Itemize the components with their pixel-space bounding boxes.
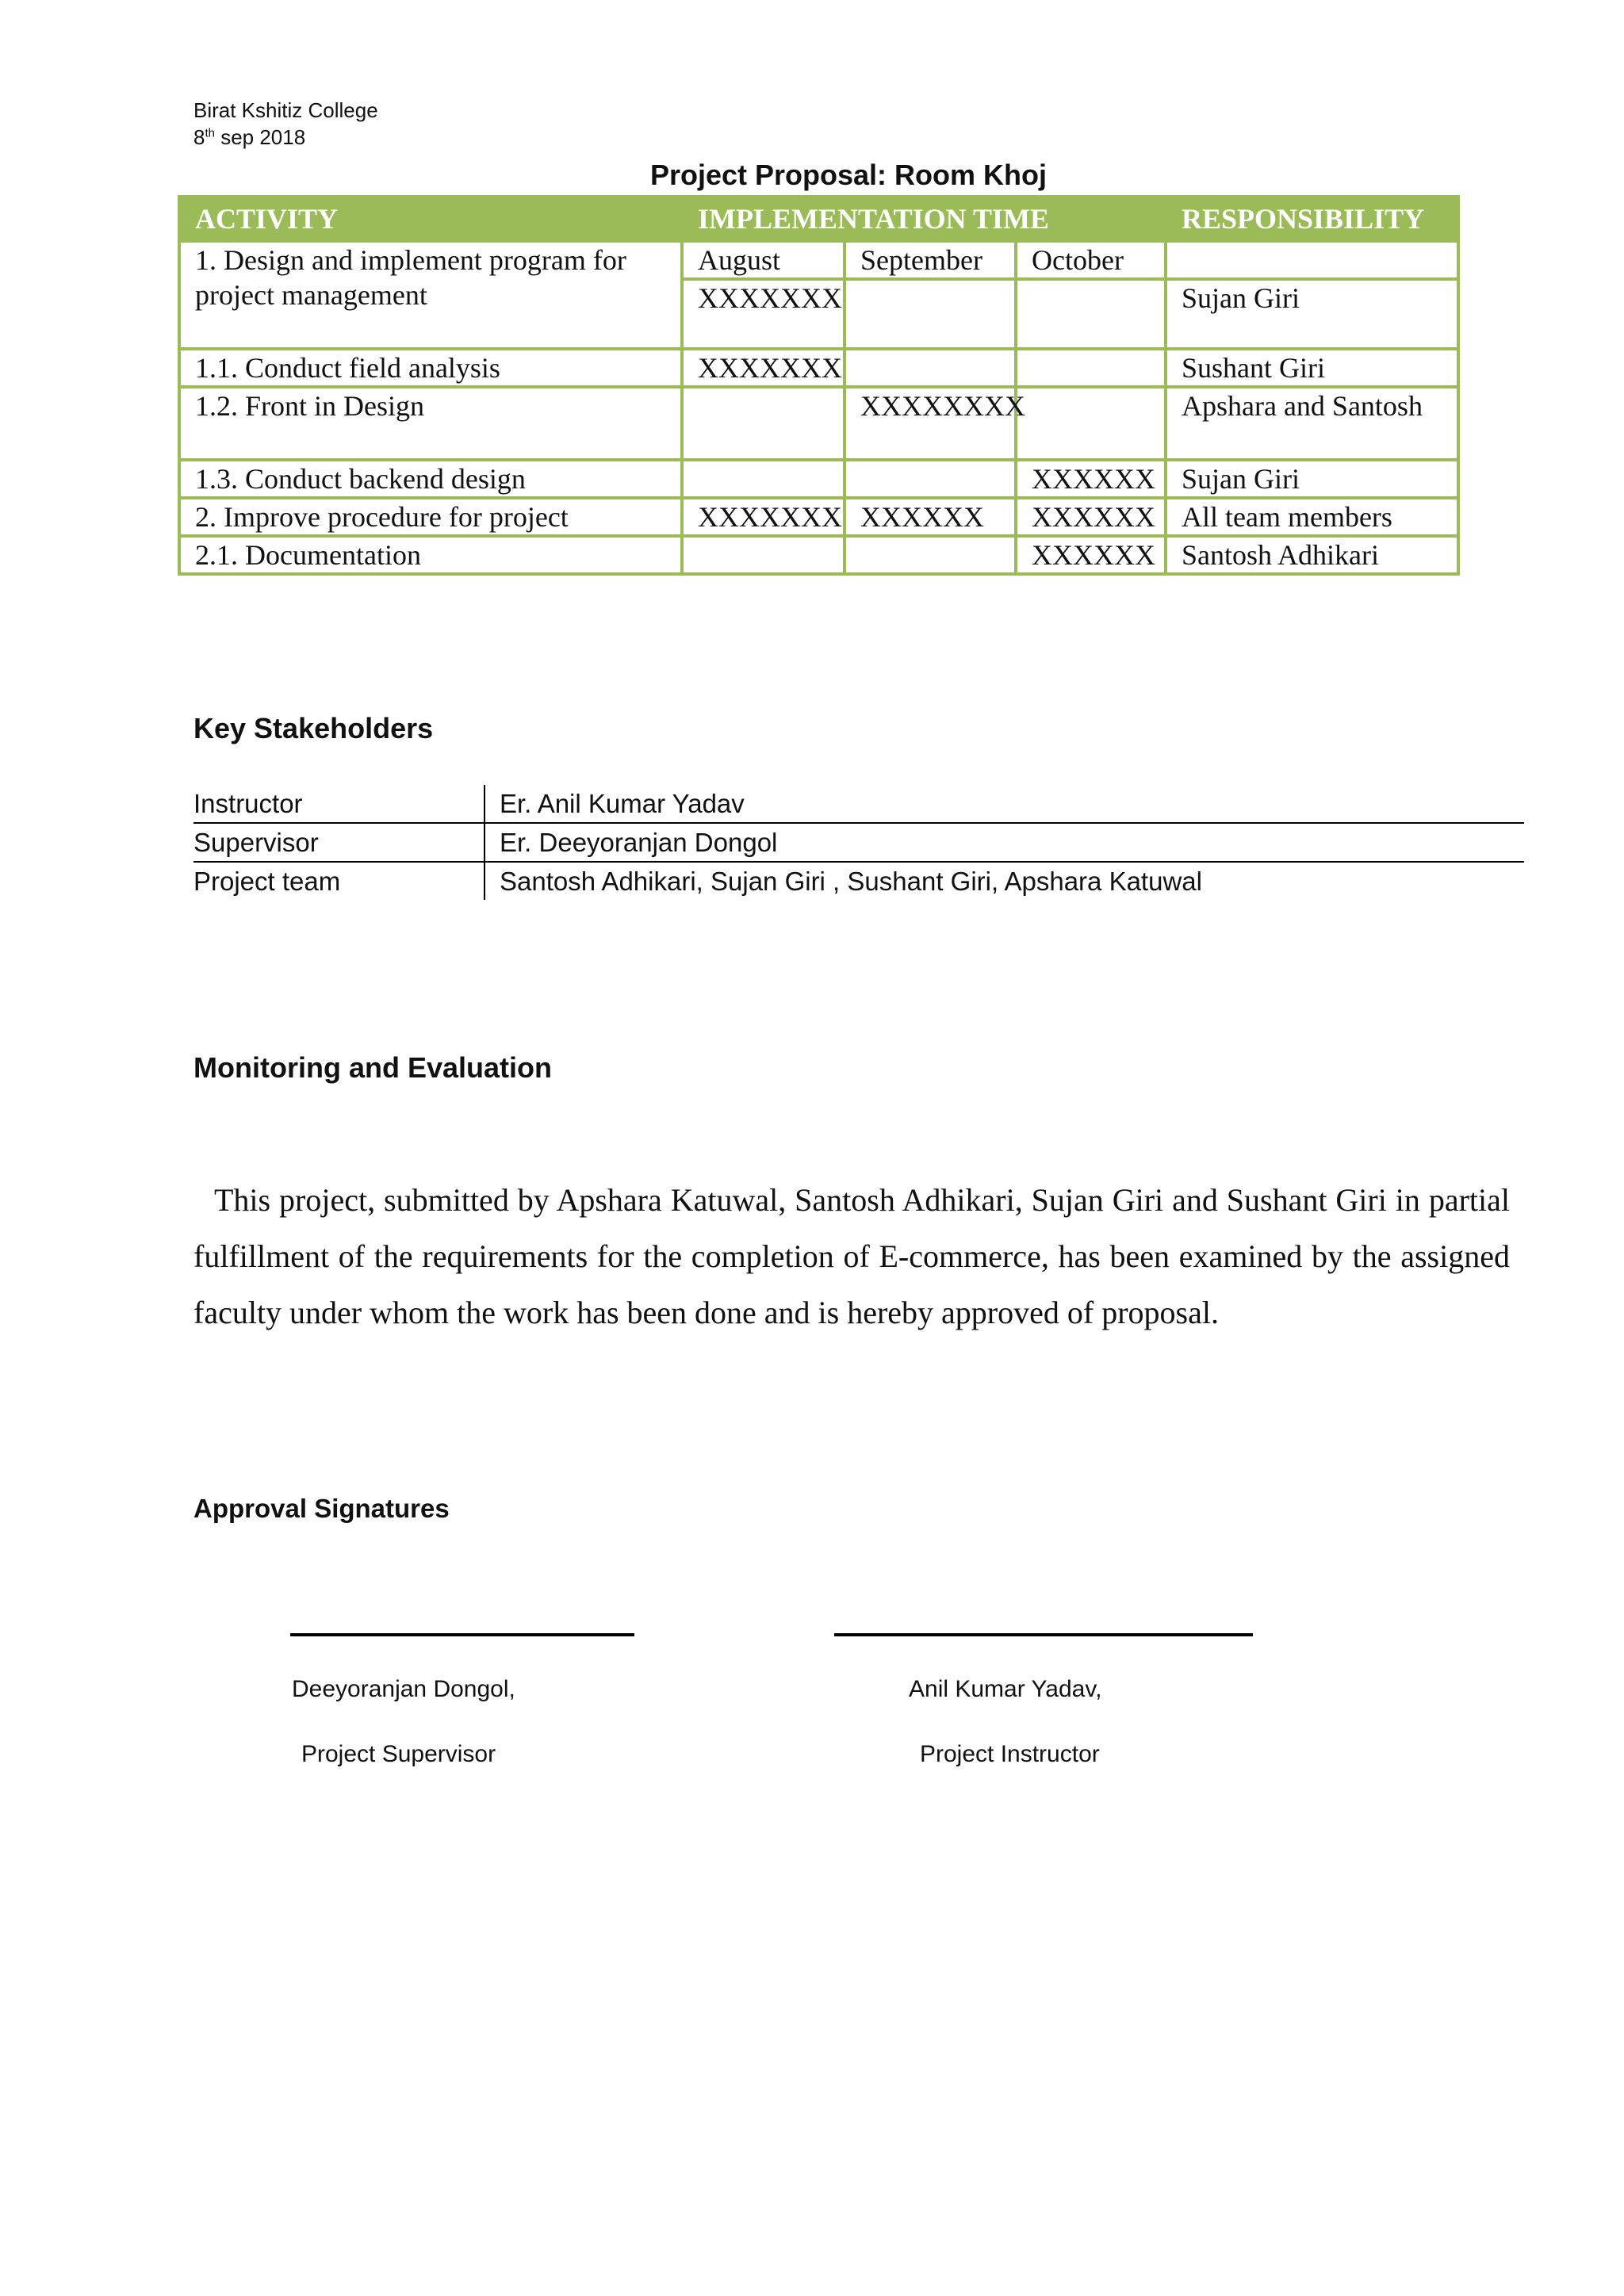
activity-cell: 1.1. Conduct field analysis — [179, 349, 682, 387]
october-cell — [1016, 279, 1166, 349]
header-responsibility: RESPONSIBILITY — [1166, 197, 1458, 241]
august-cell: XXXXXXX — [682, 279, 845, 349]
september-cell: XXXXXXXX — [845, 387, 1016, 460]
responsibility-cell: Sujan Giri — [1166, 279, 1458, 349]
october-cell — [1016, 387, 1166, 460]
document-header — [193, 97, 378, 151]
date-suffix: th — [205, 126, 215, 140]
table-row — [179, 498, 1458, 536]
month-august: August — [682, 241, 845, 279]
stakeholders-table — [193, 785, 1524, 900]
activity-table — [178, 195, 1460, 576]
august-cell: XXXXXXX — [682, 498, 845, 536]
october-cell: XXXXXX — [1016, 460, 1166, 498]
september-cell — [845, 536, 1016, 574]
document-date — [193, 124, 378, 151]
stakeholder-role: Instructor — [193, 785, 485, 823]
table-row — [193, 785, 1524, 823]
month-september: September — [845, 241, 1016, 279]
stakeholder-role: Project team — [193, 866, 341, 896]
signatory-role: Project Supervisor — [301, 1741, 496, 1767]
september-cell — [845, 460, 1016, 498]
october-cell — [1016, 349, 1166, 387]
signature-line-supervisor — [290, 1633, 634, 1636]
header-activity: ACTIVITY — [179, 197, 682, 241]
stakeholder-role: Supervisor — [193, 823, 485, 862]
october-cell: XXXXXX — [1016, 498, 1166, 536]
responsibility-cell: Apshara and Santosh — [1166, 387, 1458, 460]
responsibility-cell: Sujan Giri — [1166, 460, 1458, 498]
august-cell — [682, 536, 845, 574]
table-row — [179, 241, 1458, 279]
august-cell: XXXXXXX — [682, 349, 845, 387]
activity-cell: 1.3. Conduct backend design — [179, 460, 682, 498]
august-cell — [682, 460, 845, 498]
signature-line-instructor — [834, 1633, 1253, 1636]
monitoring-heading: Monitoring and Evaluation — [193, 1051, 552, 1084]
table-row — [193, 862, 1524, 900]
responsibility-cell: All team members — [1166, 498, 1458, 536]
header-implementation-time: IMPLEMENTATION TIME — [682, 197, 1166, 241]
stakeholders-heading: Key Stakeholders — [193, 712, 434, 744]
table-row — [179, 349, 1458, 387]
signatory-name: Anil Kumar Yadav, — [909, 1676, 1102, 1702]
august-cell — [682, 387, 845, 460]
activity-cell: 1.2. Front in Design — [179, 387, 682, 460]
table-row — [179, 387, 1458, 460]
september-cell — [845, 279, 1016, 349]
date-day: 8 — [193, 125, 205, 149]
table-row — [179, 536, 1458, 574]
responsibility-cell: Sushant Giri — [1166, 349, 1458, 387]
activity-cell: 2. Improve procedure for project — [179, 498, 682, 536]
activity-cell: 2.1. Documentation — [179, 536, 682, 574]
stakeholder-name: Er. Anil Kumar Yadav — [485, 785, 1524, 823]
september-cell — [845, 349, 1016, 387]
september-cell: XXXXXX — [845, 498, 1016, 536]
signatory-role: Project Instructor — [920, 1741, 1100, 1767]
stakeholder-name: Santosh Adhikari, Sujan Giri , Sushant Giri, Apshara Katuwal — [485, 862, 1524, 900]
month-october: October — [1016, 241, 1166, 279]
approval-heading: Approval Signatures — [193, 1494, 450, 1523]
table-header-row — [179, 197, 1458, 241]
stakeholder-name: Er. Deeyoranjan Dongol — [485, 823, 1524, 862]
october-cell: XXXXXX — [1016, 536, 1166, 574]
responsibility-cell — [1166, 241, 1458, 279]
responsibility-cell: Santosh Adhikari — [1166, 536, 1458, 574]
paragraph-text: This project, submitted by Apshara Katuwal, Santosh Adhikari, Sujan Giri and Sushant Giri in partial fulfillment of the requirements for the completion of E-commerce, has been examined by the assigned faculty under whom the work has been done and is hereby approved of proposal. — [193, 1182, 1510, 1330]
table-row — [193, 823, 1524, 862]
activity-cell: 1. Design and implement program for project management — [179, 241, 682, 349]
page-title: Project Proposal: Room Khoj — [649, 159, 1048, 191]
table-row — [179, 460, 1458, 498]
signatory-name: Deeyoranjan Dongol, — [292, 1676, 515, 1702]
approval-paragraph — [193, 1172, 1510, 1341]
date-rest: sep 2018 — [214, 125, 306, 149]
institution-name: Birat Kshitiz College — [193, 98, 378, 122]
